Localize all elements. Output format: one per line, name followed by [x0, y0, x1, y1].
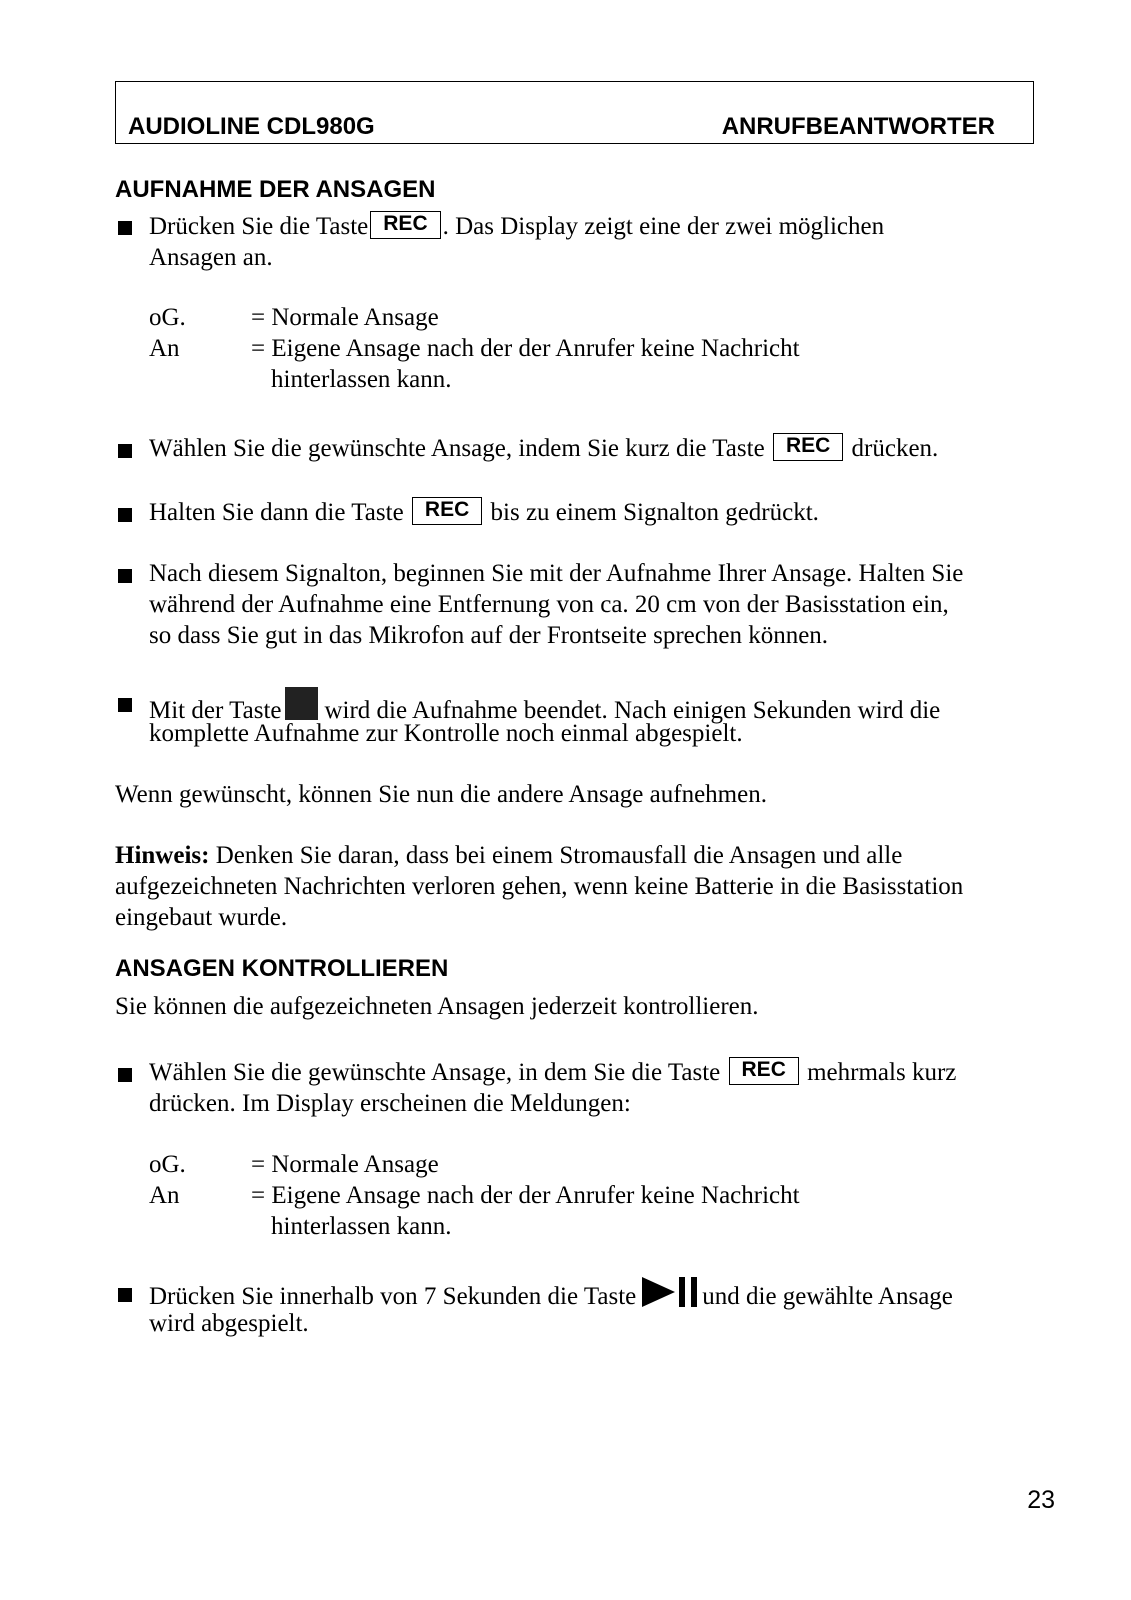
paragraph: Wenn gewünscht, können Sie nun die andere Ansage aufnehmen.	[115, 781, 767, 808]
header-chapter: ANRUFBEANTWORTER	[721, 113, 995, 140]
def-term: An	[149, 335, 180, 362]
paragraph: Sie können die aufgezeichneten Ansagen jederzeit kontrollieren.	[115, 993, 759, 1020]
def-desc: = Eigene Ansage nach der der Anrufer keine Nachricht	[251, 335, 800, 362]
rec-key-icon: REC	[729, 1057, 799, 1085]
bullet-text: Halten Sie dann die Taste REC bis zu einem Signalton gedrückt.	[149, 498, 819, 526]
square-bullet-icon	[118, 569, 132, 583]
pause-icon	[679, 1277, 697, 1307]
stop-square-icon	[285, 687, 318, 720]
bullet-text-cont: drücken. Im Display erscheinen die Meldungen:	[149, 1090, 631, 1117]
rec-key-icon: REC	[370, 211, 440, 239]
page-header	[115, 81, 1034, 144]
section-title-kontrollieren: ANSAGEN KONTROLLIEREN	[115, 955, 449, 982]
square-bullet-icon	[118, 1288, 132, 1302]
note-paragraph-cont: eingebaut wurde.	[115, 904, 288, 931]
def-desc: = Normale Ansage	[251, 304, 439, 331]
page-number: 23	[1027, 1486, 1055, 1514]
bullet-text: Drücken Sie innerhalb von 7 Sekunden die Taste und die gewählte Ansage	[149, 1277, 953, 1312]
bullet-text: Mit der Taste wird die Aufnahme beendet. Nach einigen Sekunden wird die	[149, 687, 940, 726]
bullet-text-cont: komplette Aufnahme zur Kontrolle noch einmal abgespielt.	[149, 720, 743, 747]
def-desc-cont: hinterlassen kann.	[271, 366, 452, 393]
note-paragraph: Hinweis: Denken Sie daran, dass bei einem Stromausfall die Ansagen und alle	[115, 842, 903, 869]
square-bullet-icon	[118, 1068, 132, 1082]
bullet-text-cont: so dass Sie gut in das Mikrofon auf der Frontseite sprechen können.	[149, 622, 829, 649]
bullet-text: Wählen Sie die gewünschte Ansage, in dem Sie die Taste REC mehrmals kurz	[149, 1058, 957, 1086]
play-icon	[642, 1277, 675, 1307]
bullet-text-cont: wird abgespielt.	[149, 1310, 309, 1337]
bullet-text-cont: Ansagen an.	[149, 244, 273, 271]
bullet-text-cont: während der Aufnahme eine Entfernung von ca. 20 cm von der Basisstation ein,	[149, 591, 949, 618]
note-paragraph-cont: aufgezeichneten Nachrichten verloren gehen, wenn keine Batterie in die Basisstation	[115, 873, 964, 900]
square-bullet-icon	[118, 221, 132, 235]
def-term: oG.	[149, 1151, 186, 1178]
square-bullet-icon	[118, 508, 132, 522]
def-desc: = Eigene Ansage nach der der Anrufer keine Nachricht	[251, 1182, 800, 1209]
bullet-text: Nach diesem Signalton, beginnen Sie mit der Aufnahme Ihrer Ansage. Halten Sie	[149, 560, 964, 587]
rec-key-icon: REC	[773, 433, 843, 461]
rec-key-icon: REC	[412, 497, 482, 525]
square-bullet-icon	[118, 444, 132, 458]
bullet-text: Wählen Sie die gewünschte Ansage, indem Sie kurz die Taste REC drücken.	[149, 434, 939, 462]
def-desc: = Normale Ansage	[251, 1151, 439, 1178]
section-title-aufnahme: AUFNAHME DER ANSAGEN	[115, 176, 436, 203]
square-bullet-icon	[118, 698, 132, 712]
def-desc-cont: hinterlassen kann.	[271, 1213, 452, 1240]
note-label: Hinweis:	[115, 842, 210, 869]
bullet-text: Drücken Sie die Taste REC . Das Display zeigt eine der zwei möglichen	[149, 212, 885, 240]
def-term: oG.	[149, 304, 186, 331]
header-product: AUDIOLINE CDL980G	[128, 113, 375, 140]
def-term: An	[149, 1182, 180, 1209]
